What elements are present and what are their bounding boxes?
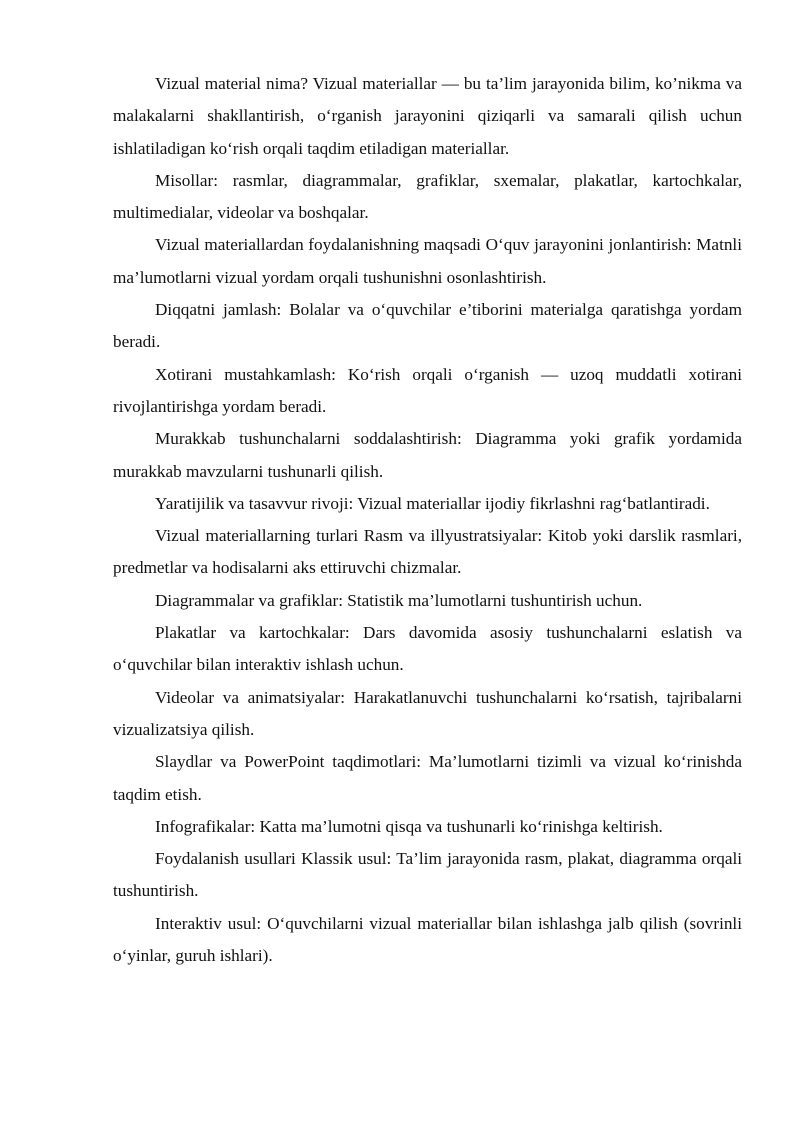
paragraph: Misollar: rasmlar, diagrammalar, grafiklar, sxemalar, plakatlar, kartochkalar, multimedialar, videolar va boshqalar. [113, 170, 742, 223]
paragraph: Infografikalar: Katta ma’lumotni qisqa va tushunarli ko‘rinishga keltirish. [155, 816, 663, 836]
paragraph: Slaydlar va PowerPoint taqdimotlari: Ma’lumotlarni tizimli va vizual ko‘rinishda taqdim etish. [113, 752, 742, 804]
paragraph: Interaktiv usul: O‘quvchilarni vizual materiallar bilan ishlashga jalb qilish (sovrinli o‘yinlar, guruh ishlari). [113, 913, 742, 966]
paragraph: Murakkab tushunchalarni soddalashtirish: Diagramma yoki grafik yordamida murakkab mavzularni tushunarli qilish. [113, 429, 742, 481]
paragraph: Xotirani mustahkamlash: Ko‘rish orqali o‘rganish — uzoq muddatli xotirani rivojlantirishga yordam beradi. [113, 364, 742, 416]
paragraph: Vizual material nima? Vizual materiallar — bu ta’lim jarayonida bilim, ko’nikma va malakalarni shakllantirish, o‘rganish jarayonini qiziqarli va samarali qilish uchun ishlatiladigan ko‘rish orqali taqdim etiladigan materiallar. [113, 74, 742, 158]
paragraph: Vizual materiallarning turlari Rasm va illyustratsiyalar: Kitob yoki darslik rasmlari, predmetlar va hodisalarni aks ettiruvchi chizmalar. [113, 526, 742, 578]
paragraph: Diagrammalar va grafiklar: Statistik ma’lumotlarni tushuntirish uchun. [155, 590, 643, 610]
paragraph: Plakatlar va kartochkalar: Dars davomida asosiy tushunchalarni eslatish va o‘quvchilar bilan interaktiv ishlash uchun. [113, 623, 742, 675]
paragraph: Foydalanish usullari Klassik usul: Ta’lim jarayonida rasm, plakat, diagramma orqali tushuntirish. [113, 849, 742, 901]
paragraph: Vizual materiallardan foydalanishning maqsadi O‘quv jarayonini jonlantirish: Matnli ma’lumotlarni vizual yordam orqali tushunishni osonlashtirish. [113, 235, 742, 287]
document-page [113, 68, 742, 972]
paragraph: Videolar va animatsiyalar: Harakatlanuvchi tushunchalarni ko‘rsatish, tajribalarni vizualizatsiya qilish. [113, 687, 742, 739]
paragraph: Yaratijilik va tasavvur rivoji: Vizual materiallar ijodiy fikrlashni rag‘batlantiradi. [155, 493, 710, 513]
paragraph: Diqqatni jamlash: Bolalar va o‘quvchilar e’tiborini materialga qaratishga yordam beradi. [113, 300, 742, 352]
